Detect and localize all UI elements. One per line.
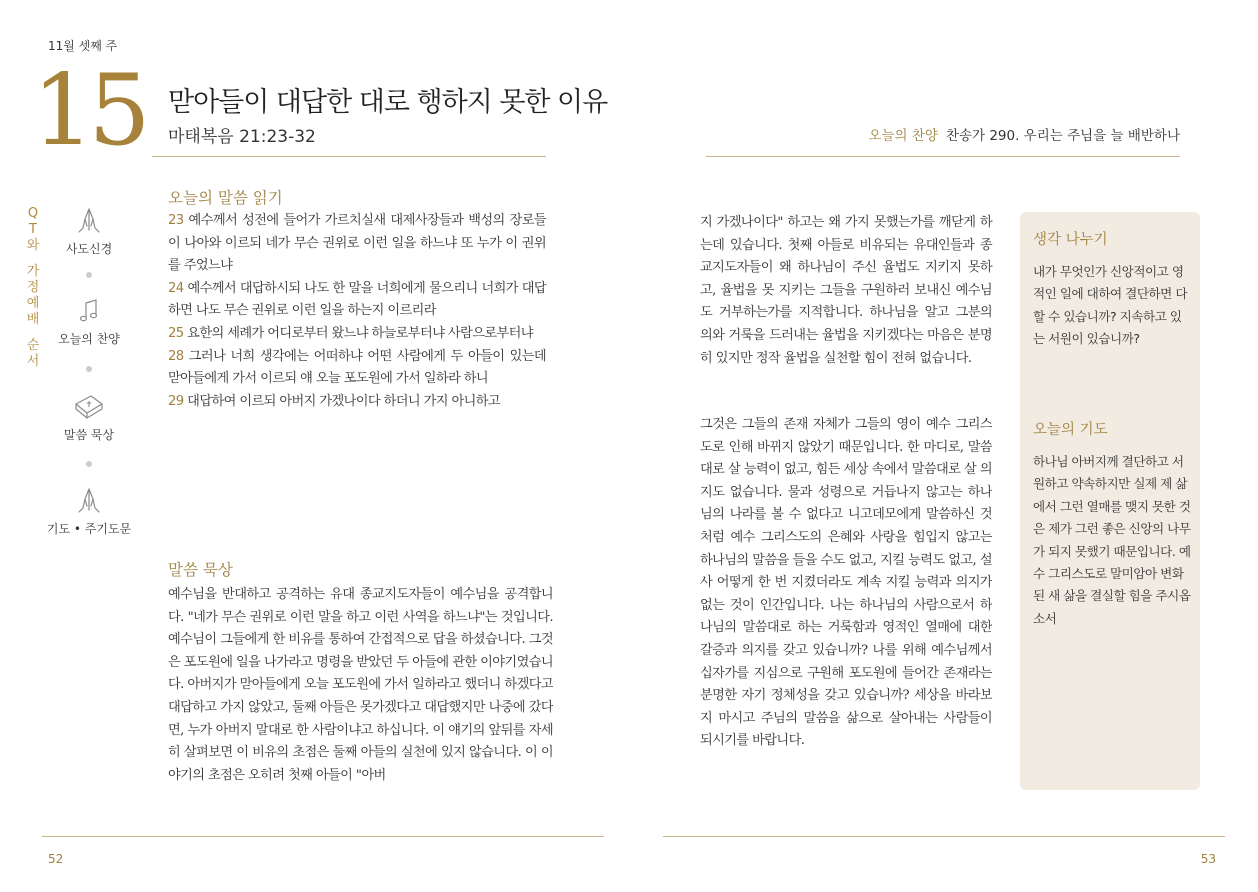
page-title: 맏아들이 대답한 대로 행하지 못한 이유	[168, 87, 608, 118]
prayer-text: 하나님 아버지께 결단하고 서원하고 약속하지만 실제 제 삶에서 그런 열매를 맺지 못한 것은 제가 그런 좋은 신앙의 나무가 되지 못했기 때문입니다. 예수 그리스도로 말미암아 변화된 새 삶을 결실할 힘을 주시옵소서	[1033, 454, 1191, 626]
vertical-char: 서	[26, 354, 40, 369]
verse-text: 대답하여 이르되 아버지 가겠나이다 하더니 가지 아니하고	[183, 393, 501, 409]
bible-icon	[73, 392, 105, 422]
verse-text: 요한의 세례가 어디로부터 왔느냐 하늘로부터냐 사람으로부터냐	[183, 325, 533, 341]
vertical-gap	[26, 254, 40, 264]
vertical-char: 순	[26, 338, 40, 353]
vertical-char: 가	[26, 264, 40, 279]
vertical-section-title	[26, 206, 40, 370]
sharing-heading: 생각 나누기	[1033, 232, 1108, 248]
vertical-gap	[26, 328, 40, 338]
vertical-char: 와	[26, 238, 40, 253]
sidebar-item-creed	[44, 206, 134, 257]
sidebar-item-label: 기도 • 주기도문	[46, 522, 132, 536]
prayer-section	[1033, 418, 1191, 630]
sidebar-item-label: 사도신경	[65, 242, 113, 256]
hymn-label: 오늘의 찬양	[868, 128, 938, 144]
sidebar-item-hymn	[44, 296, 134, 347]
week-label: 11월 셋째 주	[48, 39, 118, 53]
praying-hands-icon	[74, 486, 104, 516]
sidebar-dot	[86, 366, 92, 372]
meditation-text-left: 예수님을 반대하고 공격하는 유대 종교지도자들이 예수님을 공격합니다. "네가 무슨 권위로 이런 말을 하고 이런 사역을 하느냐"는 것입니다. 예수님이 그들에게 한 비유를 통하여 간접적으로 답을 하셨습니다. 그것은 포도원에 일을 나가라고 명령을 받았던 두 아들에 관한 이야기였습니다. 아버지가 맏아들에게 오늘 포도원에 가서 일하라고 했더니 하겠다고 대답하고 가지 않았고, 둘째 아들은 못가겠다고 대답했지만 나중에 갔다면, 누가 아버지 말대로 한 사람이냐고 하십니다. 이 얘기의 앞뒤를 자세히 살펴보면 이 비유의 초점은 둘째 아들의 실천에 있지 않습니다. 이 이야기의 초점은 오히려 첫째 아들이 "아버	[168, 587, 553, 783]
scripture-reference: 마태복음 21:23-32	[168, 127, 316, 147]
header-rule-right	[706, 156, 1180, 157]
verse	[168, 323, 546, 346]
page-number-left: 52	[48, 852, 64, 866]
sidebar-dot	[86, 272, 92, 278]
sidebar-item-label: 말씀 묵상	[63, 428, 115, 442]
sidebar-dot	[86, 461, 92, 467]
sidebar-item-prayer	[44, 486, 134, 537]
hymn-text: 찬송가 290. 우리는 주님을 늘 배반하나	[945, 128, 1180, 144]
verse-number: 28	[168, 348, 184, 364]
verse-text: 그러나 너희 생각에는 어떠하냐 어떤 사람에게 두 아들이 있는데 맏아들에게 가서 이르되 얘 오늘 포도원에 가서 일하라 하니	[168, 348, 546, 387]
verse	[168, 210, 546, 278]
footer-rule-left	[42, 836, 604, 837]
vertical-char: Q	[27, 206, 39, 221]
meditation-heading: 말씀 묵상	[168, 561, 233, 579]
verse	[168, 391, 546, 414]
verse	[168, 346, 546, 391]
vertical-char: 배	[26, 312, 40, 327]
page-number-right: 53	[1200, 852, 1216, 866]
day-number: 15	[32, 54, 145, 168]
verse-number: 23	[168, 213, 184, 228]
verse-number: 25	[168, 325, 184, 341]
vertical-char: T	[29, 222, 37, 237]
sidebar-item-meditation	[44, 392, 134, 443]
sidebar-item-label: 오늘의 찬양	[58, 332, 120, 346]
verse-text: 예수께서 성전에 들어가 가르치실새 대제사장들과 백성의 장로들이 나아와 이르되 네가 무슨 권위로 이런 일을 하느냐 또 누가 이 권위를 주었느냐	[168, 213, 546, 274]
header-rule-left	[152, 156, 546, 157]
sharing-text: 내가 무엇인가 신앙적이고 영적인 일에 대하여 결단하면 다 할 수 있습니까? 지속하고 있는 서원이 있습니까?	[1033, 264, 1187, 347]
music-note-icon	[74, 296, 104, 326]
verse	[168, 278, 546, 323]
praying-hands-icon	[74, 206, 104, 236]
vertical-char: 정	[26, 280, 40, 295]
vertical-char: 예	[26, 296, 40, 311]
todays-hymn	[868, 124, 1180, 144]
verse-text: 예수께서 대답하시되 나도 한 말을 너희에게 물으리니 너희가 대답하면 나도 무슨 권위로 이런 일을 하는지 이르리라	[168, 280, 546, 319]
verse-number: 29	[168, 393, 184, 409]
footer-rule-right	[663, 836, 1225, 837]
meditation-text-right-1: 지 가겠나이다" 하고는 왜 가지 못했는가를 깨닫게 하는데 있습니다. 첫째 아들로 비유되는 유대인들과 종교지도자들이 왜 하나님이 주신 율법도 지키지 못하고, 율법을 못 지키는 그들을 구원하러 보내신 예수님도 거부하는가를 지적합니다. 하나님을 알고 그분의 의와 거룩을 드러내는 율법을 지키겠다는 마음은 분명히 있지만 정작 율법을 실천할 힘이 전혀 없습니다.	[700, 215, 992, 366]
reading-heading: 오늘의 말씀 읽기	[168, 189, 283, 207]
reading-verses	[168, 210, 546, 413]
sharing-section	[1033, 228, 1191, 351]
verse-number: 24	[168, 280, 184, 296]
prayer-heading: 오늘의 기도	[1033, 422, 1108, 438]
meditation-text-right-2: 그것은 그들의 존재 자체가 그들의 영이 예수 그리스도로 인해 바뀌지 않았기 때문입니다. 한 마디로, 말씀대로 살 능력이 없고, 힘든 세상 속에서 말씀대로 살 의지도 없습니다. 물과 성령으로 거듭나지 않고는 하나님의 나라를 볼 수 없다고 니고데모에게 말씀하신 것처럼 예수 그리스도의 은혜와 사랑을 힘입지 않고는 하나님의 말씀을 들을 수도 없고, 지킬 능력도 없고, 설사 어떻게 한 번 지켰더라도 계속 지킬 능력과 의지가 없는 것이 인간입니다. 나는 하나님의 사람으로서 하나님의 말씀대로 하는 거룩함과 영적인 열매에 대한 갈증과 의지를 갖고 있습니까? 나를 위해 예수님께서 십자가를 지심으로 구원해 포도원에 들어간 존재라는 분명한 자기 정체성을 갖고 있습니까? 세상을 바라보지 마시고 주님의 말씀을 삶으로 살아내는 사람들이 되시기를 바랍니다.	[700, 417, 992, 749]
